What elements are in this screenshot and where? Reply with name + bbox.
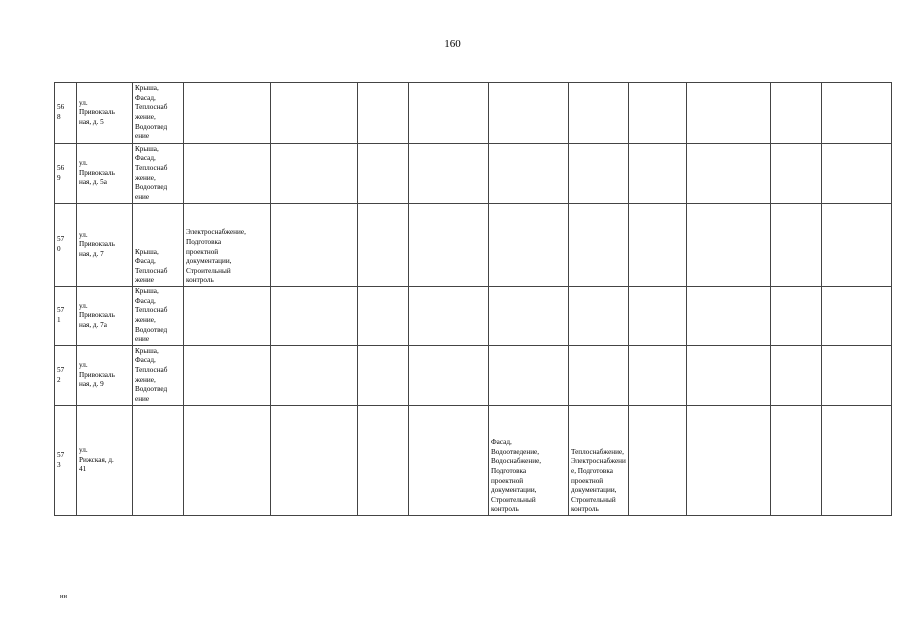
- address-cell: ул. Привокзаль ная, д. 5а: [77, 144, 133, 204]
- empty-cell: [629, 204, 687, 287]
- empty-cell: [271, 144, 358, 204]
- empty-cell: [271, 406, 358, 516]
- empty-cell: [629, 83, 687, 144]
- empty-cell: [358, 144, 409, 204]
- empty-cell: [687, 346, 771, 406]
- table-row: [55, 144, 892, 204]
- empty-cell: [822, 346, 892, 406]
- empty-cell: [822, 144, 892, 204]
- address-cell: ул. Рижская, д. 41: [77, 406, 133, 516]
- address-cell: ул. Привокзаль ная, д. 7: [77, 204, 133, 287]
- works-cell-col9: [569, 346, 629, 406]
- empty-cell: [629, 144, 687, 204]
- empty-cell: [687, 144, 771, 204]
- empty-cell: [771, 144, 822, 204]
- empty-cell: [629, 406, 687, 516]
- works-cell: Крыша, Фасад, Теплоснаб жение, Водоотвед ение: [133, 287, 184, 346]
- table-row: [55, 204, 892, 287]
- empty-cell: [409, 346, 489, 406]
- works-cell-col4: [184, 346, 271, 406]
- empty-cell: [629, 346, 687, 406]
- empty-cell: [409, 144, 489, 204]
- works-cell-col9: Теплоснабжение, Электроснабжени е, Подготовка проектной документации, Строительный контроль: [569, 406, 629, 516]
- works-cell-col9: [569, 204, 629, 287]
- works-cell-col8: Фасад, Водоотведение, Водоснабжение, Подготовка проектной документации, Строительный контроль: [489, 406, 569, 516]
- page-number: 160: [444, 38, 461, 50]
- table-row: [55, 83, 892, 144]
- row-number: 57 2: [55, 346, 77, 406]
- empty-cell: [409, 406, 489, 516]
- works-cell-col8: [489, 346, 569, 406]
- empty-cell: [822, 287, 892, 346]
- empty-cell: [271, 83, 358, 144]
- works-cell-col9: [569, 144, 629, 204]
- empty-cell: [271, 346, 358, 406]
- row-number: 57 1: [55, 287, 77, 346]
- works-cell: Крыша, Фасад, Теплоснаб жение, Водоотвед ение: [133, 346, 184, 406]
- works-cell-col4: [184, 144, 271, 204]
- row-number: 57 3: [55, 406, 77, 516]
- works-cell: Крыша, Фасад, Теплоснаб жение, Водоотвед ение: [133, 144, 184, 204]
- repair-schedule-table: [54, 82, 892, 516]
- empty-cell: [822, 406, 892, 516]
- empty-cell: [358, 406, 409, 516]
- empty-cell: [687, 83, 771, 144]
- works-cell-col8: [489, 144, 569, 204]
- empty-cell: [271, 287, 358, 346]
- works-cell-col4: [184, 406, 271, 516]
- address-cell: ул. Привокзаль ная, д. 9: [77, 346, 133, 406]
- works-cell: Крыша, Фасад, Теплоснаб жение, Водоотвед ение: [133, 83, 184, 144]
- empty-cell: [822, 83, 892, 144]
- empty-cell: [771, 406, 822, 516]
- empty-cell: [687, 406, 771, 516]
- empty-cell: [409, 287, 489, 346]
- works-cell: [133, 406, 184, 516]
- works-cell: Крыша, Фасад, Теплоснаб жение: [133, 204, 184, 287]
- empty-cell: [687, 287, 771, 346]
- empty-cell: [687, 204, 771, 287]
- row-number: 56 9: [55, 144, 77, 204]
- empty-cell: [358, 346, 409, 406]
- works-cell-col9: [569, 83, 629, 144]
- works-cell-col9: [569, 287, 629, 346]
- empty-cell: [822, 204, 892, 287]
- empty-cell: [629, 287, 687, 346]
- empty-cell: [358, 83, 409, 144]
- works-cell-col4: Электроснабжение, Подготовка проектной документации, Строительный контроль: [184, 204, 271, 287]
- works-cell-col8: [489, 204, 569, 287]
- works-cell-col4: [184, 287, 271, 346]
- empty-cell: [771, 346, 822, 406]
- empty-cell: [358, 287, 409, 346]
- table-row: [55, 287, 892, 346]
- address-cell: ул. Привокзаль ная, д. 5: [77, 83, 133, 144]
- empty-cell: [409, 204, 489, 287]
- empty-cell: [358, 204, 409, 287]
- footer-mark: нн: [60, 593, 67, 600]
- works-cell-col8: [489, 83, 569, 144]
- empty-cell: [771, 83, 822, 144]
- row-number: 57 0: [55, 204, 77, 287]
- works-cell-col4: [184, 83, 271, 144]
- empty-cell: [271, 204, 358, 287]
- empty-cell: [409, 83, 489, 144]
- empty-cell: [771, 287, 822, 346]
- row-number: 56 8: [55, 83, 77, 144]
- address-cell: ул. Привокзаль ная, д. 7а: [77, 287, 133, 346]
- table-row: [55, 406, 892, 516]
- empty-cell: [771, 204, 822, 287]
- works-cell-col8: [489, 287, 569, 346]
- table-row: [55, 346, 892, 406]
